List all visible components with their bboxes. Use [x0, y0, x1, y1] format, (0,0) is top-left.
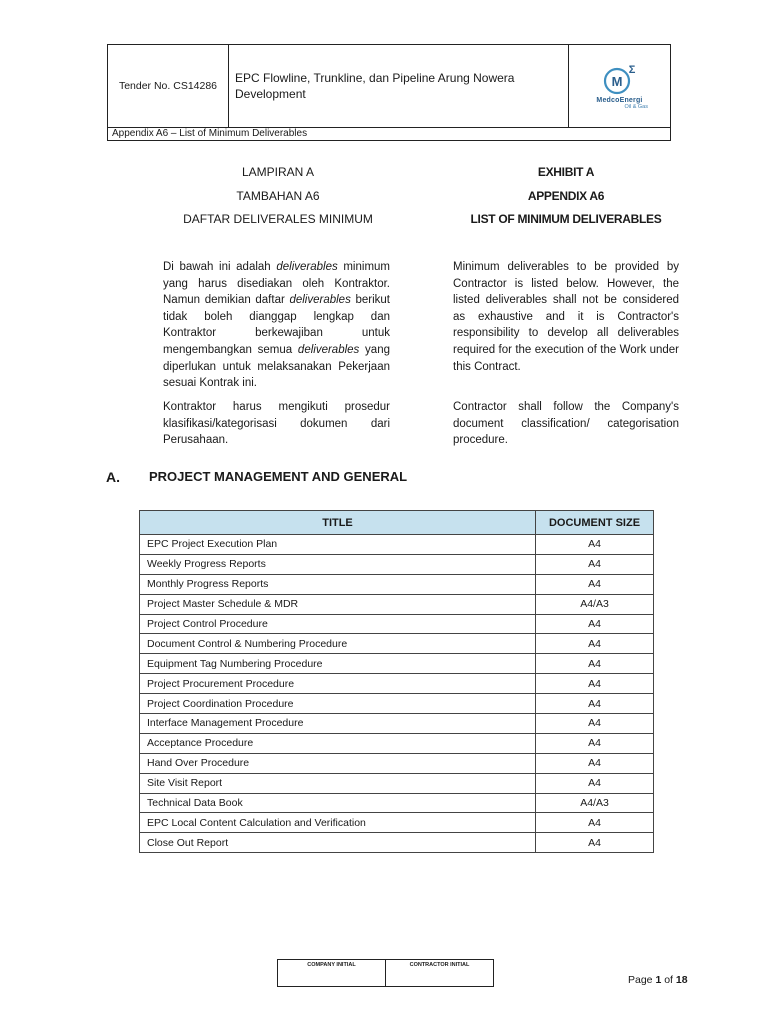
row-title: EPC Local Content Calculation and Verification — [140, 813, 536, 833]
right-heading-3: LIST OF MINIMUM DELIVERABLES — [470, 212, 662, 226]
table-row — [140, 535, 654, 555]
row-size: A4/A3 — [536, 793, 654, 813]
initials-box — [277, 959, 494, 987]
table-row — [140, 574, 654, 594]
row-size: A4 — [536, 654, 654, 674]
left-heading-2: TAMBAHAN A6 — [236, 189, 320, 203]
row-title: Document Control & Numbering Procedure — [140, 634, 536, 654]
logo-subtitle: Oil & Gas — [624, 104, 648, 110]
row-size: A4 — [536, 833, 654, 853]
row-size: A4 — [536, 574, 654, 594]
left-paragraph-2: Kontraktor harus mengikuti prosedur klasifikasi/kategorisasi dokumen dari Perusahaan. — [163, 401, 390, 447]
column-header-size: DOCUMENT SIZE — [536, 511, 654, 535]
row-title: Acceptance Procedure — [140, 733, 536, 753]
row-title: Monthly Progress Reports — [140, 574, 536, 594]
table-row — [140, 813, 654, 833]
row-size: A4/A3 — [536, 594, 654, 614]
company-initial-label: COMPANY INITIAL — [278, 960, 386, 986]
section-title: PROJECT MANAGEMENT AND GENERAL — [149, 469, 408, 484]
right-heading-1: EXHIBIT A — [537, 165, 595, 179]
row-size: A4 — [536, 554, 654, 574]
row-size: A4 — [536, 535, 654, 555]
table-row — [140, 674, 654, 694]
table-row — [140, 753, 654, 773]
row-title: Site Visit Report — [140, 773, 536, 793]
row-title: Project Coordination Procedure — [140, 694, 536, 714]
row-size: A4 — [536, 674, 654, 694]
row-size: A4 — [536, 733, 654, 753]
document-header — [107, 44, 671, 141]
table-row — [140, 714, 654, 734]
table-row — [140, 654, 654, 674]
row-title: Project Procurement Procedure — [140, 674, 536, 694]
project-title-line2: Development — [235, 87, 306, 101]
page-number: Page 1 of 18 — [628, 974, 688, 986]
svg-text:M: M — [611, 74, 622, 89]
left-paragraph-1: Di bawah ini adalah deliverables minimum yang harus disediakan oleh Kontraktor. Namun demikian daftar deliverables berikut tidak boleh dianggap lengkap dan Kontraktor berkewajiban untuk mengembangkan semua deliverables yang diperlukan untuk melaksanakan Pekerjaan sesuai Kontrak ini. — [163, 261, 390, 390]
row-size: A4 — [536, 694, 654, 714]
table-row — [140, 634, 654, 654]
project-title-line1: EPC Flowline, Trunkline, dan Pipeline Arung Nowera — [235, 71, 515, 85]
row-title: Project Master Schedule & MDR — [140, 594, 536, 614]
row-title: Hand Over Procedure — [140, 753, 536, 773]
right-heading-2: APPENDIX A6 — [527, 189, 605, 203]
row-title: Interface Management Procedure — [140, 714, 536, 734]
logo-name: MedcoEnergi — [596, 97, 643, 104]
contractor-initial-label: CONTRACTOR INITIAL — [409, 962, 470, 968]
right-paragraph-2: Contractor shall follow the Company's document classification/ categorisation procedure. — [453, 401, 679, 447]
table-row — [140, 833, 654, 853]
row-title: EPC Project Execution Plan — [140, 535, 536, 555]
svg-text:Σ: Σ — [628, 64, 635, 76]
row-title: Technical Data Book — [140, 793, 536, 813]
medco-logo-icon — [600, 62, 640, 96]
row-title: Equipment Tag Numbering Procedure — [140, 654, 536, 674]
section-letter: A. — [106, 469, 120, 485]
row-size: A4 — [536, 813, 654, 833]
project-title — [229, 45, 569, 127]
table-header-row — [140, 511, 654, 535]
column-header-title: TITLE — [140, 511, 536, 535]
table-row — [140, 554, 654, 574]
row-title: Close Out Report — [140, 833, 536, 853]
row-size: A4 — [536, 614, 654, 634]
row-size: A4 — [536, 753, 654, 773]
table-row — [140, 614, 654, 634]
row-size: A4 — [536, 714, 654, 734]
deliverables-table — [139, 510, 654, 853]
table-row — [140, 793, 654, 813]
row-size: A4 — [536, 773, 654, 793]
row-size: A4 — [536, 634, 654, 654]
table-row — [140, 694, 654, 714]
tender-number: Tender No. CS14286 — [108, 45, 229, 127]
appendix-label: Appendix A6 – List of Minimum Deliverables — [108, 127, 670, 140]
table-row — [140, 773, 654, 793]
row-title: Project Control Procedure — [140, 614, 536, 634]
company-logo — [569, 45, 670, 127]
table-row — [140, 733, 654, 753]
right-paragraph-1: Minimum deliverables to be provided by Contractor is listed below. However, the listed deliverables shall not be considered as exhaustive and it is Contractor's responsibility to develop all deliverables required for the execution of the Work under this Contract. — [453, 261, 679, 373]
left-heading-1: LAMPIRAN A — [241, 165, 315, 179]
row-title: Weekly Progress Reports — [140, 554, 536, 574]
left-heading-3: DAFTAR DELIVERALES MINIMUM — [183, 212, 373, 226]
table-row — [140, 594, 654, 614]
